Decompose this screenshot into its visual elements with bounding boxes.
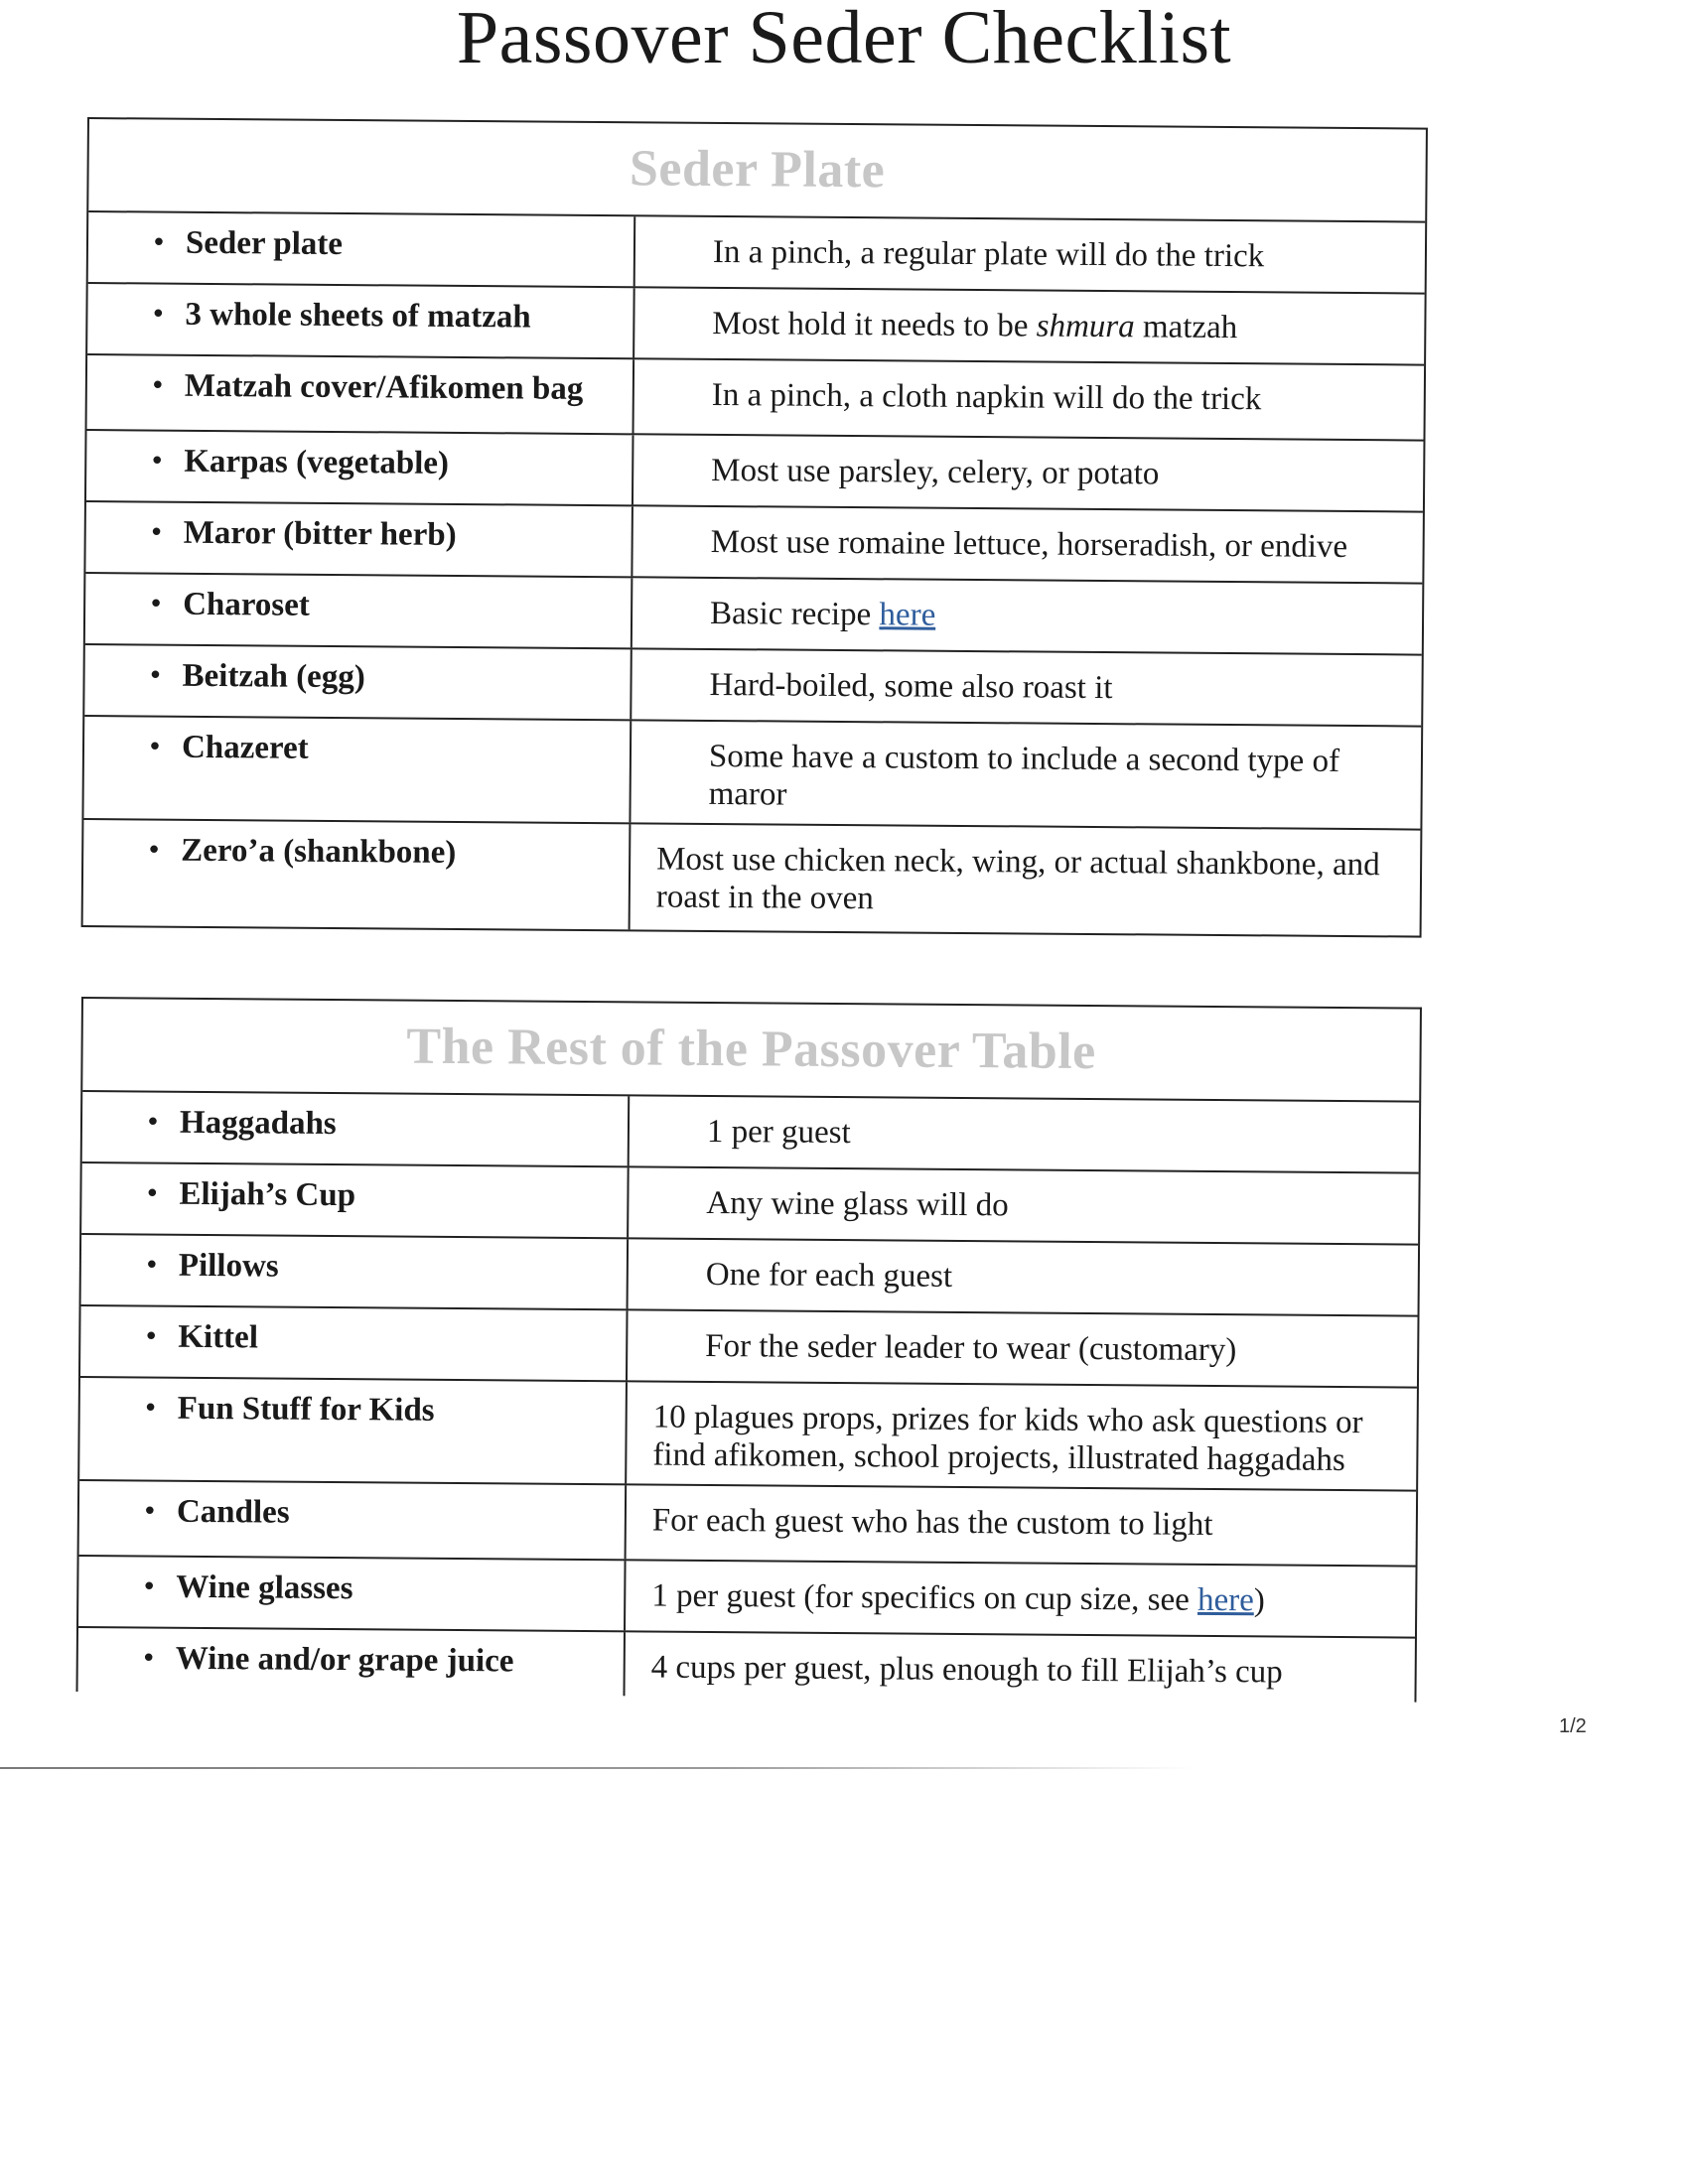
table-row: [79, 1378, 1417, 1492]
checklist-item: • Beitzah (egg): [84, 645, 633, 719]
checklist-note: Basic recipe here: [709, 595, 936, 633]
checklist-note: 4 cups per guest, plus enough to fill Elijah’s cup: [650, 1649, 1283, 1691]
table-row: [83, 820, 1421, 936]
table-row: [88, 212, 1426, 295]
checklist-note: For the seder leader to wear (customary): [705, 1327, 1237, 1369]
checklist-item: • Seder plate: [88, 212, 636, 286]
seder-plate-header: Seder Plate: [88, 119, 1426, 223]
table-row: [84, 645, 1422, 728]
checklist-item: • Karpas (vegetable): [86, 431, 634, 504]
table-row: [87, 284, 1425, 366]
checklist-item: • Matzah cover/Afikomen bag: [87, 355, 635, 433]
checklist-note: Most use chicken neck, wing, or actual shankbone, and roast in the oven: [655, 841, 1380, 917]
table-row: [78, 1628, 1415, 1703]
table-row: [79, 1481, 1417, 1568]
table-row: [87, 355, 1425, 442]
table-row: [85, 502, 1423, 585]
checklist-item: • Fun Stuff for Kids: [79, 1378, 628, 1483]
table-row: [80, 1306, 1418, 1389]
checklist-note: Most use parsley, celery, or potato: [711, 452, 1160, 492]
table-row: [81, 1163, 1419, 1246]
scan-edge-divider: [0, 1767, 1192, 1769]
checklist-note: Any wine glass will do: [706, 1184, 1009, 1224]
rest-of-table-table: [76, 997, 1422, 1703]
checklist-note: Most use romaine lettuce, horseradish, or endive: [710, 523, 1348, 565]
page-title: Passover Seder Checklist: [456, 0, 1232, 79]
checklist-item: • Pillows: [81, 1235, 630, 1308]
table-row: [85, 574, 1423, 656]
table-row: [78, 1557, 1416, 1639]
page-number: 1/2: [1559, 1715, 1587, 1737]
table-row: [86, 431, 1424, 513]
seder-plate-table: [81, 117, 1428, 938]
checklist-note: In a pinch, a regular plate will do the trick: [712, 233, 1265, 275]
checklist-note: One for each guest: [705, 1256, 953, 1295]
checklist-item: • Candles: [79, 1481, 628, 1559]
checklist-item: • 3 whole sheets of matzah: [87, 284, 635, 357]
checklist-note: Some have a custom to include a second type of maror: [708, 738, 1340, 813]
charoset-recipe-link[interactable]: here: [879, 597, 936, 633]
checklist-note: 10 plagues props, prizes for kids who ask questions or find afikomen, school projects, illustrated haggadahs: [652, 1399, 1363, 1479]
table-row: [81, 1235, 1419, 1317]
checklist-item: • Kittel: [80, 1306, 629, 1380]
checklist-note: In a pinch, a cloth napkin will do the trick: [711, 376, 1262, 418]
checklist-note: 1 per guest (for specifics on cup size, see here): [651, 1577, 1266, 1619]
checklist-item: • Elijah’s Cup: [81, 1163, 630, 1237]
table-row: [83, 717, 1421, 831]
checklist-item: • Wine glasses: [78, 1557, 627, 1630]
checklist-item: • Charoset: [85, 574, 633, 647]
checklist-note: 1 per guest: [706, 1113, 851, 1152]
cup-size-link[interactable]: here: [1196, 1581, 1255, 1619]
checklist-item: • Maror (bitter herb): [85, 502, 633, 576]
checklist-item: • Wine and/or grape juice: [78, 1628, 626, 1696]
italic-text: shmura: [1036, 308, 1135, 345]
checklist-note: Hard-boiled, some also roast it: [709, 666, 1113, 707]
checklist-note: Most hold it needs to be shmura matzah: [712, 305, 1238, 346]
checklist-item: • Chazeret: [83, 717, 632, 822]
checklist-item: • Haggadahs: [82, 1092, 631, 1165]
table-row: [82, 1092, 1420, 1174]
checklist-note: For each guest who has the custom to light: [651, 1502, 1213, 1543]
rest-of-table-header: The Rest of the Passover Table: [82, 999, 1420, 1103]
checklist-item: • Zero’a (shankbone): [83, 820, 632, 929]
